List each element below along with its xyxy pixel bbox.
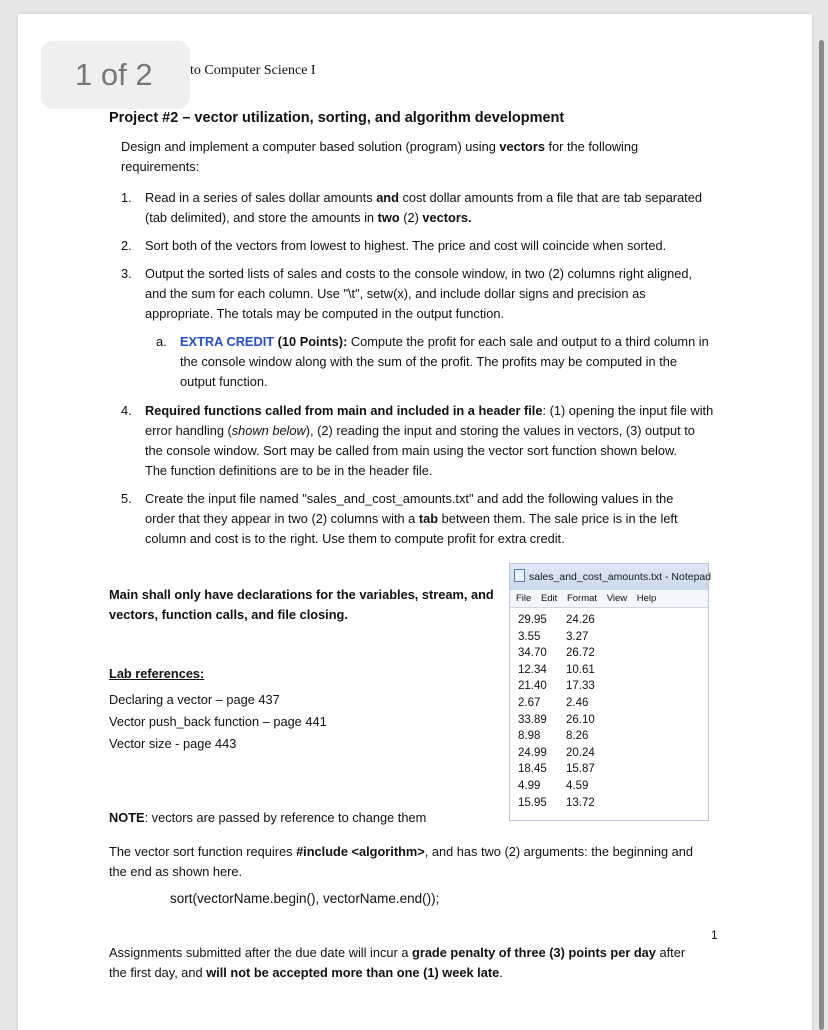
lab-references-list	[109, 689, 327, 755]
sale-value: 4.99	[518, 779, 541, 792]
menu-view: View	[606, 593, 628, 604]
table-row	[518, 728, 708, 745]
table-row	[518, 745, 708, 762]
sort-paragraph: The vector sort function requires #include <algorithm>, and has two (2) arguments: the beginning and the end as shown here.	[109, 844, 693, 879]
notepad-screenshot	[509, 563, 712, 821]
list-item: Vector push_back function – page 441	[109, 714, 327, 729]
page-indicator: 1 of 2	[41, 41, 190, 109]
notepad-menu	[510, 590, 708, 608]
lab-references-heading: Lab references:	[109, 666, 205, 681]
late-policy: Assignments submitted after the due date will incur a grade penalty of three (3) points per day after the first day, and will not be accepted more than one (1) week late.	[109, 945, 686, 980]
table-row	[518, 645, 708, 662]
menu-format: Format	[566, 593, 598, 604]
cost-value: 17.33	[566, 680, 595, 693]
sale-value: 2.67	[518, 696, 541, 709]
notepad-content	[510, 608, 708, 811]
cost-value: 26.72	[566, 647, 595, 660]
cost-value: 13.72	[566, 796, 595, 809]
table-row	[518, 662, 708, 679]
sale-value: 21.40	[518, 680, 547, 693]
cost-value: 20.24	[566, 746, 595, 759]
cost-value: 8.26	[566, 730, 589, 743]
table-row	[518, 712, 708, 729]
table-row	[518, 761, 708, 778]
table-row	[518, 678, 708, 695]
sort-code: sort(vectorName.begin(), vectorName.end());	[170, 891, 440, 906]
cost-value: 2.46	[566, 696, 589, 709]
sale-value: 18.45	[518, 763, 547, 776]
list-item: Vector size - page 443	[109, 736, 237, 751]
page-number: 1	[711, 928, 718, 942]
sale-value: 29.95	[518, 614, 547, 626]
cost-value: 15.87	[566, 763, 595, 776]
table-row	[518, 695, 708, 712]
table-row	[518, 629, 708, 646]
list-item: Declaring a vector – page 437	[109, 692, 280, 707]
notepad-titlebar: sales_and_cost_amounts.txt - Notepad	[510, 564, 708, 590]
sale-value: 24.99	[518, 746, 547, 759]
cost-value: 3.27	[566, 630, 589, 643]
notepad-icon	[514, 569, 525, 582]
sale-value: 3.55	[518, 630, 541, 643]
main-requirements-note: Main shall only have declarations for the variables, stream, and vectors, function calls, and file closing.	[109, 587, 494, 622]
table-row	[518, 612, 708, 629]
menu-help: Help	[636, 593, 657, 604]
cost-value: 4.59	[566, 779, 589, 792]
note-line: NOTE: vectors are passed by reference to change them	[109, 810, 427, 825]
sale-value: 12.34	[518, 663, 547, 676]
sale-value: 33.89	[518, 713, 547, 726]
table-row	[518, 795, 708, 812]
menu-edit: Edit	[540, 593, 558, 604]
sale-value: 8.98	[518, 730, 541, 743]
project-title: Project #2 – vector utilization, sorting, and algorithm development	[109, 110, 565, 126]
cost-value: 26.10	[566, 713, 595, 726]
cost-value: 10.61	[566, 663, 595, 676]
sale-value: 15.95	[518, 796, 547, 809]
intro-paragraph: Design and implement a computer based solution (program) using vectors for the following requirements:	[121, 139, 639, 174]
table-row	[518, 778, 708, 795]
menu-file: File	[516, 593, 532, 604]
cost-value: 24.26	[566, 614, 595, 626]
sale-value: 34.70	[518, 647, 547, 660]
course-header: to Computer Science I	[190, 63, 316, 78]
scrollbar[interactable]	[819, 40, 824, 1030]
